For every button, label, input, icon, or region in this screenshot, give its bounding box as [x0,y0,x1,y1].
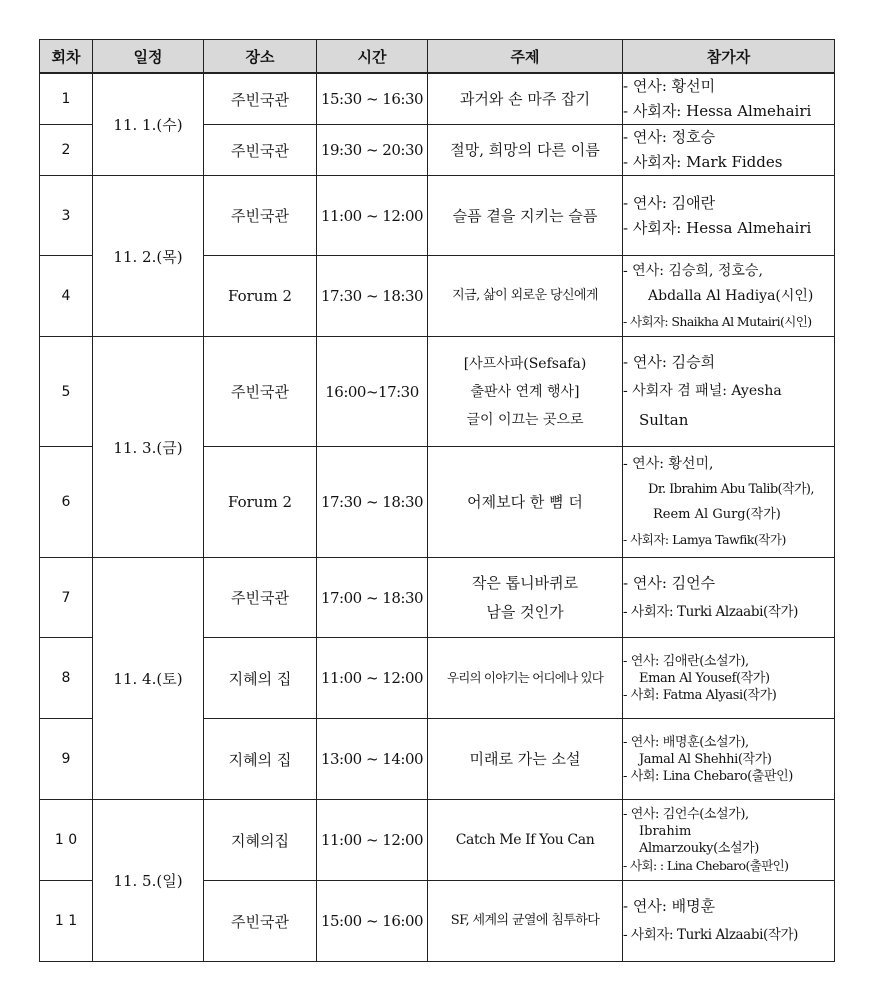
topic-cell [428,125,623,176]
topic-line: 남을 것인가 [486,602,564,621]
topic-cell [428,176,623,256]
venue-cell: 주빈국관 [204,337,317,447]
participant-line: - 사회자: Hessa Almehairi [623,218,812,237]
participant-line: - 연사: 김애란(소설가), [623,653,749,669]
topic-line: 글이 이끄는 곳으로 [466,411,584,428]
time-cell: 17:30 ~ 18:30 [317,447,428,558]
time-cell: 16:00~17:30 [317,337,428,447]
round-cell: 1 1 [40,881,93,962]
participant-line: - 연사: 황선미, [623,456,714,472]
participant-line: - 연사: 김애란 [623,193,716,212]
topic-cell [428,719,623,800]
participant-line: Jamal Al Shehhi(작가) [639,751,772,767]
participants-cell [623,125,835,176]
venue-cell: Forum 2 [204,447,317,558]
venue-cell: 지혜의 집 [204,719,317,800]
topic-cell [428,256,623,337]
topic-line: 과거와 손 마주 잡기 [459,90,591,108]
topic-line: [사프사파(Sefsafa) [463,355,587,372]
round-cell: 9 [40,719,93,800]
round-cell: 2 [40,125,93,176]
venue-cell: Forum 2 [204,256,317,337]
topic-line: 어제보다 한 뼘 더 [467,493,583,511]
participant-line: - 사회자: Shaikha Al Mutairi(시인) [623,313,812,329]
venue-cell: 주빈국관 [204,73,317,125]
participants-cell [623,881,835,962]
participant-line: Eman Al Yousef(작가) [639,670,770,686]
header-time: 시간 [317,40,428,74]
time-cell: 15:30 ~ 16:30 [317,73,428,125]
topic-line: 출판사 연계 행사] [470,383,580,400]
topic-cell [428,73,623,125]
round-cell: 5 [40,337,93,447]
participant-line: - 사회: Lina Chebaro(출판인) [623,768,793,784]
date-cell: 11. 5.(일) [93,800,204,962]
topic-cell [428,558,623,638]
header-round: 회차 [40,40,93,74]
participant-line: - 연사: 정호승 [623,128,716,146]
participant-line: - 사회자: Turki Alzaabi(작가) [623,927,799,943]
participant-line: - 연사: 배명훈 [623,897,716,915]
participant-line: - 사회자: Mark Fiddes [623,153,783,171]
topic-cell [428,337,623,447]
participant-line: Sultan [639,411,689,429]
participant-line: Ibrahim [639,824,692,839]
participants-cell [623,337,835,447]
date-cell: 11. 4.(토) [93,558,204,800]
topic-line: 미래로 가는 소설 [469,750,581,768]
participant-line: - 사회자: Turki Alzaabi(작가) [623,603,799,620]
topic-cell [428,638,623,719]
header-topic: 주제 [428,40,623,74]
round-cell: 4 [40,256,93,337]
table-row [40,800,835,881]
header-row [40,40,835,74]
participant-line: - 연사: 황선미 [623,77,716,95]
participants-cell [623,800,835,881]
topic-line: 우리의 이야기는 어디에나 있다 [446,670,604,685]
participant-line: - 연사: 김언수(소설가), [623,807,749,822]
table-row [40,337,835,447]
participant-line: - 연사: 배명훈(소설가), [623,734,749,750]
participant-line: - 연사: 김언수 [623,573,716,592]
topic-line: Catch Me If You Can [455,832,595,848]
participant-line: Abdalla Al Hadiya(시인) [648,287,814,304]
participant-line: - 사회: Fatma Alyasi(작가) [623,687,777,703]
participant-line: Dr. Ibrahim Abu Talib(작가), [648,482,814,497]
header-participants: 참가자 [623,40,835,74]
topic-line: 지금, 삶이 외로운 당신에게 [452,288,598,303]
round-cell: 1 0 [40,800,93,881]
round-cell: 8 [40,638,93,719]
participant-line: - 사회자: Lamya Tawfik(작가) [623,532,786,547]
topic-line: SF, 세계의 균열에 침투하다 [450,913,600,928]
participants-cell [623,256,835,337]
venue-cell: 주빈국관 [204,881,317,962]
topic-line: 작은 톱니바퀴로 [471,573,579,592]
date-cell: 11. 1.(수) [93,73,204,176]
date-cell: 11. 3.(금) [93,337,204,558]
participant-line: - 연사: 김승희 [623,353,716,371]
topic-line: 절망, 희망의 다른 이름 [450,141,600,159]
topic-cell [428,447,623,558]
participants-cell [623,638,835,719]
participant-line: Reem Al Gurg(작가) [653,507,781,522]
header-venue: 장소 [204,40,317,74]
time-cell: 15:00 ~ 16:00 [317,881,428,962]
time-cell: 11:00 ~ 12:00 [317,176,428,256]
time-cell: 17:30 ~ 18:30 [317,256,428,337]
time-cell: 11:00 ~ 12:00 [317,800,428,881]
participant-line: - 사회자 겸 패널: Ayesha [623,383,782,399]
round-cell: 1 [40,73,93,125]
venue-cell: 지혜의집 [204,800,317,881]
round-cell: 3 [40,176,93,256]
participant-line: Almarzouky(소설가) [639,841,759,856]
venue-cell: 지혜의 집 [204,638,317,719]
event-schedule-table [39,39,835,962]
table-row [40,73,835,125]
participants-cell [623,719,835,800]
participant-line: - 사회자: Hessa Almehairi [623,102,812,120]
round-cell: 6 [40,447,93,558]
date-cell: 11. 2.(목) [93,176,204,337]
topic-cell [428,800,623,881]
participants-cell [623,558,835,638]
time-cell: 11:00 ~ 12:00 [317,638,428,719]
venue-cell: 주빈국관 [204,176,317,256]
participant-line: - 사회: : Lina Chebaro(출판인) [623,858,789,873]
venue-cell: 주빈국관 [204,125,317,176]
time-cell: 13:00 ~ 14:00 [317,719,428,800]
topic-cell [428,881,623,962]
participants-cell [623,73,835,125]
header-date: 일정 [93,40,204,74]
table-row [40,176,835,256]
round-cell: 7 [40,558,93,638]
participants-cell [623,447,835,558]
time-cell: 19:30 ~ 20:30 [317,125,428,176]
topic-line: 슬픔 곁을 지키는 슬픔 [452,206,598,225]
participants-cell [623,176,835,256]
venue-cell: 주빈국관 [204,558,317,638]
table-row [40,558,835,638]
participant-line: - 연사: 김승희, 정호승, [623,262,763,279]
time-cell: 17:00 ~ 18:30 [317,558,428,638]
